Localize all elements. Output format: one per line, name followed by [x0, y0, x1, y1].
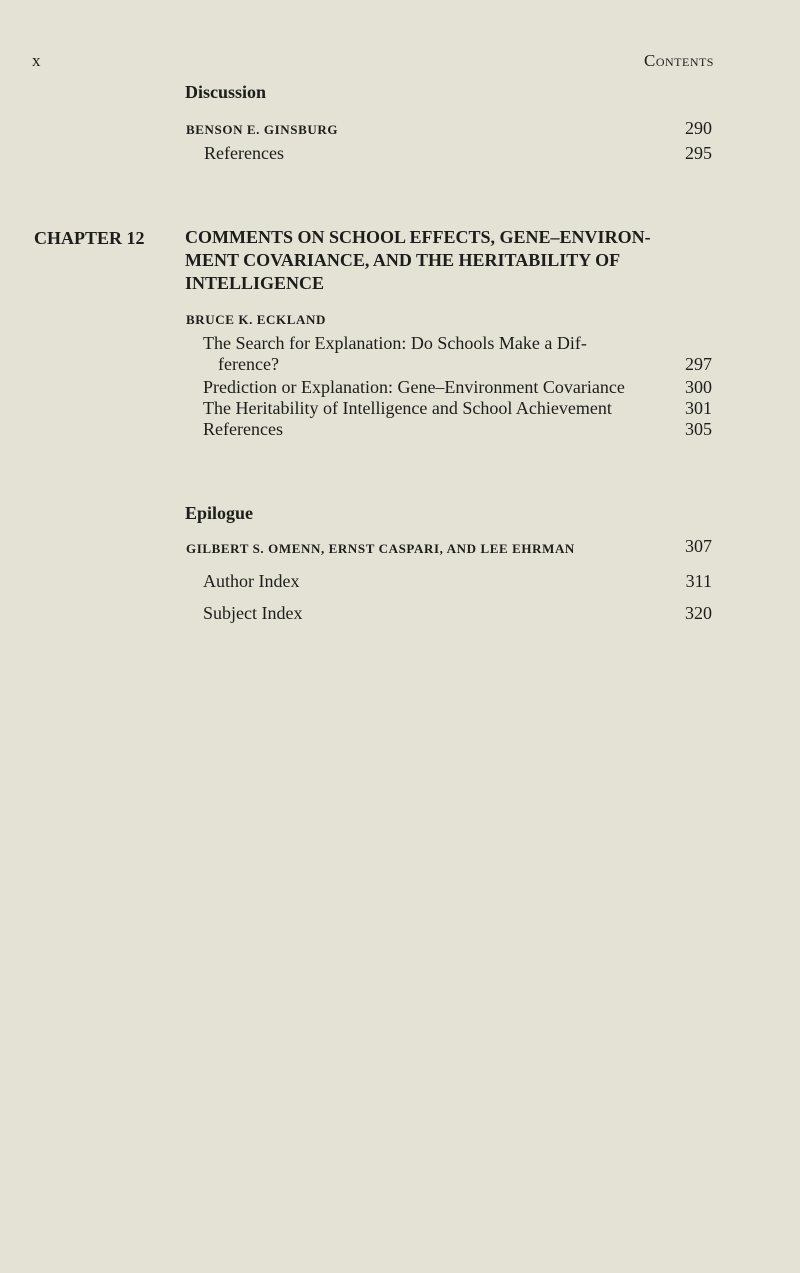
- epilogue-title: Epilogue: [185, 503, 254, 523]
- discussion-author: BENSON E. GINSBURG: [186, 122, 339, 137]
- chapter-title: [185, 226, 685, 295]
- chapter-label: CHAPTER 12: [34, 228, 145, 248]
- author-index-page: 311: [685, 571, 712, 591]
- toc-entry: Prediction or Explanation: Gene–Environment Covariance: [203, 377, 625, 397]
- discussion-references-page: 295: [685, 143, 712, 163]
- epilogue-authors: GILBERT S. OMENN, ERNST CASPARI, AND LEE EHRMAN: [186, 541, 575, 556]
- toc-entry-line: The Search for Explanation: Do Schools Make a Dif-: [203, 333, 587, 353]
- subject-index-page: 320: [685, 603, 712, 623]
- toc-entry: The Heritability of Intelligence and School Achievement: [203, 398, 612, 418]
- chapter-title-line: MENT COVARIANCE, AND THE HERITABILITY OF: [185, 250, 621, 270]
- chapter-author: BRUCE K. ECKLAND: [186, 312, 326, 327]
- toc-entry-page: 300: [685, 377, 712, 397]
- toc-entry-continuation: ference?: [218, 354, 279, 374]
- chapter-title-line: COMMENTS ON SCHOOL EFFECTS, GENE–ENVIRON-: [185, 227, 651, 247]
- running-header: Contents: [643, 51, 714, 70]
- discussion-author-page: 290: [685, 118, 712, 138]
- page-number-roman: x: [32, 51, 41, 70]
- epilogue-page: 307: [685, 536, 712, 556]
- discussion-title: Discussion: [185, 82, 267, 102]
- chapter-title-line: INTELLIGENCE: [185, 273, 325, 293]
- author-index: Author Index: [203, 571, 300, 591]
- toc-entry-page: 301: [685, 398, 712, 418]
- subject-index: Subject Index: [203, 603, 303, 623]
- discussion-references: References: [204, 143, 284, 163]
- toc-entry-page: 297: [685, 354, 712, 374]
- toc-entry-page: 305: [685, 419, 712, 439]
- toc-entry: References: [203, 419, 283, 439]
